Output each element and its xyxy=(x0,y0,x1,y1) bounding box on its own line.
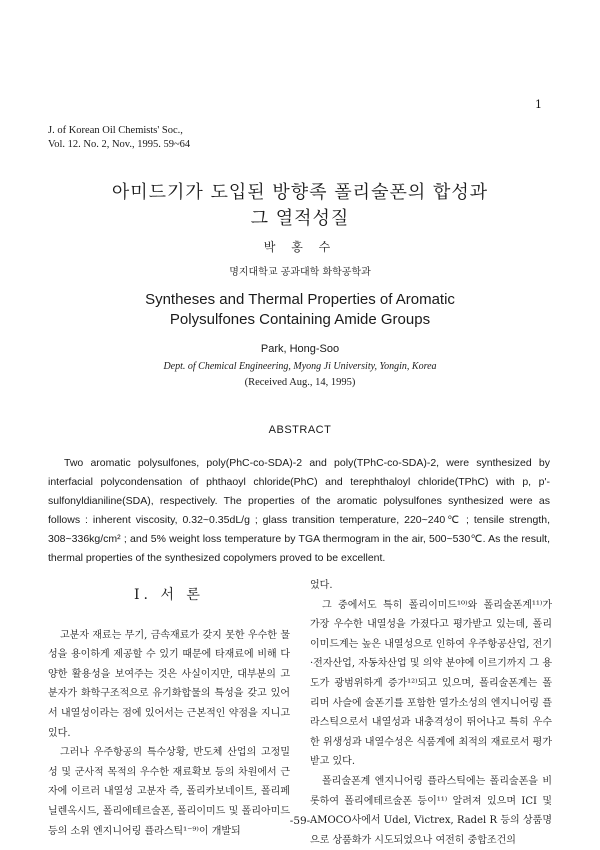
journal-line-1: J. of Korean Oil Chemists' Soc., xyxy=(48,125,183,136)
right-column xyxy=(310,576,552,850)
korean-author: 박 홍 수 xyxy=(263,240,337,254)
korean-title-line-1: 아미드기가 도입된 방향족 폴리술폰의 합성과 xyxy=(111,182,489,203)
abstract-body: Two aromatic polysulfones, poly(PhC-co-SDA)-2 and poly(TPhC-co-SDA)-2, were synthesized by interfacial polycondensation of phthaoyl chloride(PhC) and terephthaloyl chloride(TPhC) with p, p'-sulfonyldianiline(SDA), respectively. The properties of the aromatic polysulfones synthesized were as follows : inherent viscosity, 0.32~0.35dL/g ; glass transition temperature, 220~240℃ ; tensile strength, 308~336kg/cm² ; and 5% weight loss temperature by TGA thermogram in the air, 500~530℃. As the result, thermal properties of the synthesized copolymers proved to be excellent. xyxy=(48,457,550,564)
page-number: 1 xyxy=(535,98,542,111)
section-heading: Ⅰ. 서 론 xyxy=(134,587,204,603)
english-title-line-2: Polysulfones Containing Amide Groups xyxy=(169,311,431,328)
right-paragraph-2: 폴리술폰계 엔지니어링 플라스틱에는 폴리술폰을 비롯하여 폴리에테르술폰 등이¹¹⁾ 알려져 있으며 ICI 및 AMOCO사에서 Udel, Victrex, Radel R 등의 상품명으로 상품화가 시도되었으나 여전히 중합조건의 xyxy=(310,775,552,846)
english-title-line-1: Syntheses and Thermal Properties of Aromatic xyxy=(145,291,455,308)
korean-title-line-2: 그 열적성질 xyxy=(250,208,350,229)
left-paragraph-2: 그러나 우주항공의 특수상황, 반도체 산업의 고정밀성 및 군사적 목적의 우수한 재료확보 등의 차원에서 근자에 이르러 내열성 고분자 즉, 폴리카보네이트, 폴리페닐렌옥시드, 폴리에테르술폰, 폴리이미드 및 폴리아미드 등의 소위 엔지니어링 플라스틱¹⁻⁹⁾이 개발되 xyxy=(48,747,290,837)
abstract-heading: ABSTRACT xyxy=(268,424,332,436)
english-affiliation: Dept. of Chemical Engineering, Myong Ji University, Yongin, Korea xyxy=(163,361,437,372)
journal-citation xyxy=(48,124,190,152)
left-column xyxy=(48,576,290,841)
left-paragraph-1: 고분자 재료는 무기, 금속재료가 갖지 못한 우수한 물성을 용이하게 제공할 수 있기 때문에 타재료에 비해 다양한 활용성을 보여주는 것은 사실이지만, 대부분의 고분자가 화학구조적으로 유기화합물의 특성을 갖고 있어서 내열성이라는 점에 있어서는 근본적인 약점을 지니고 있다. xyxy=(48,629,290,739)
journal-line-2: Vol. 12. No. 2, Nov., 1995. 59~64 xyxy=(48,139,191,150)
english-author: Park, Hong-Soo xyxy=(260,343,340,355)
received-date: (Received Aug., 14, 1995) xyxy=(244,377,356,388)
right-paragraph-1: 그 중에서도 특히 폴리이미드¹⁰⁾와 폴리술폰계¹¹⁾가 가장 우수한 내열성을 가졌다고 평가받고 있는데, 폴리이미드계는 높은 내열성으로 인하여 우주항공산업, 전기·전자산업, 자동차산업 및 의약 분야에 이르기까지 그 용도가 광범위하게 증가¹²⁾되고 있으며, 폴리술폰계는 폴리머 사슬에 술폰기를 포함한 열가소성의 엔지니어링 플라스틱으로서 내열성과 내충격성이 뛰어나고 특히 우수한 위생성과 내열수성은 식품계에 최적의 재료로서 평가받고 있다. xyxy=(310,599,552,768)
korean-affiliation: 명지대학교 공과대학 화학공학과 xyxy=(229,267,371,278)
korean-title xyxy=(0,180,600,232)
right-continuation: 었다. xyxy=(310,580,333,591)
page-footer: -59- xyxy=(289,815,311,827)
english-title xyxy=(0,290,600,330)
